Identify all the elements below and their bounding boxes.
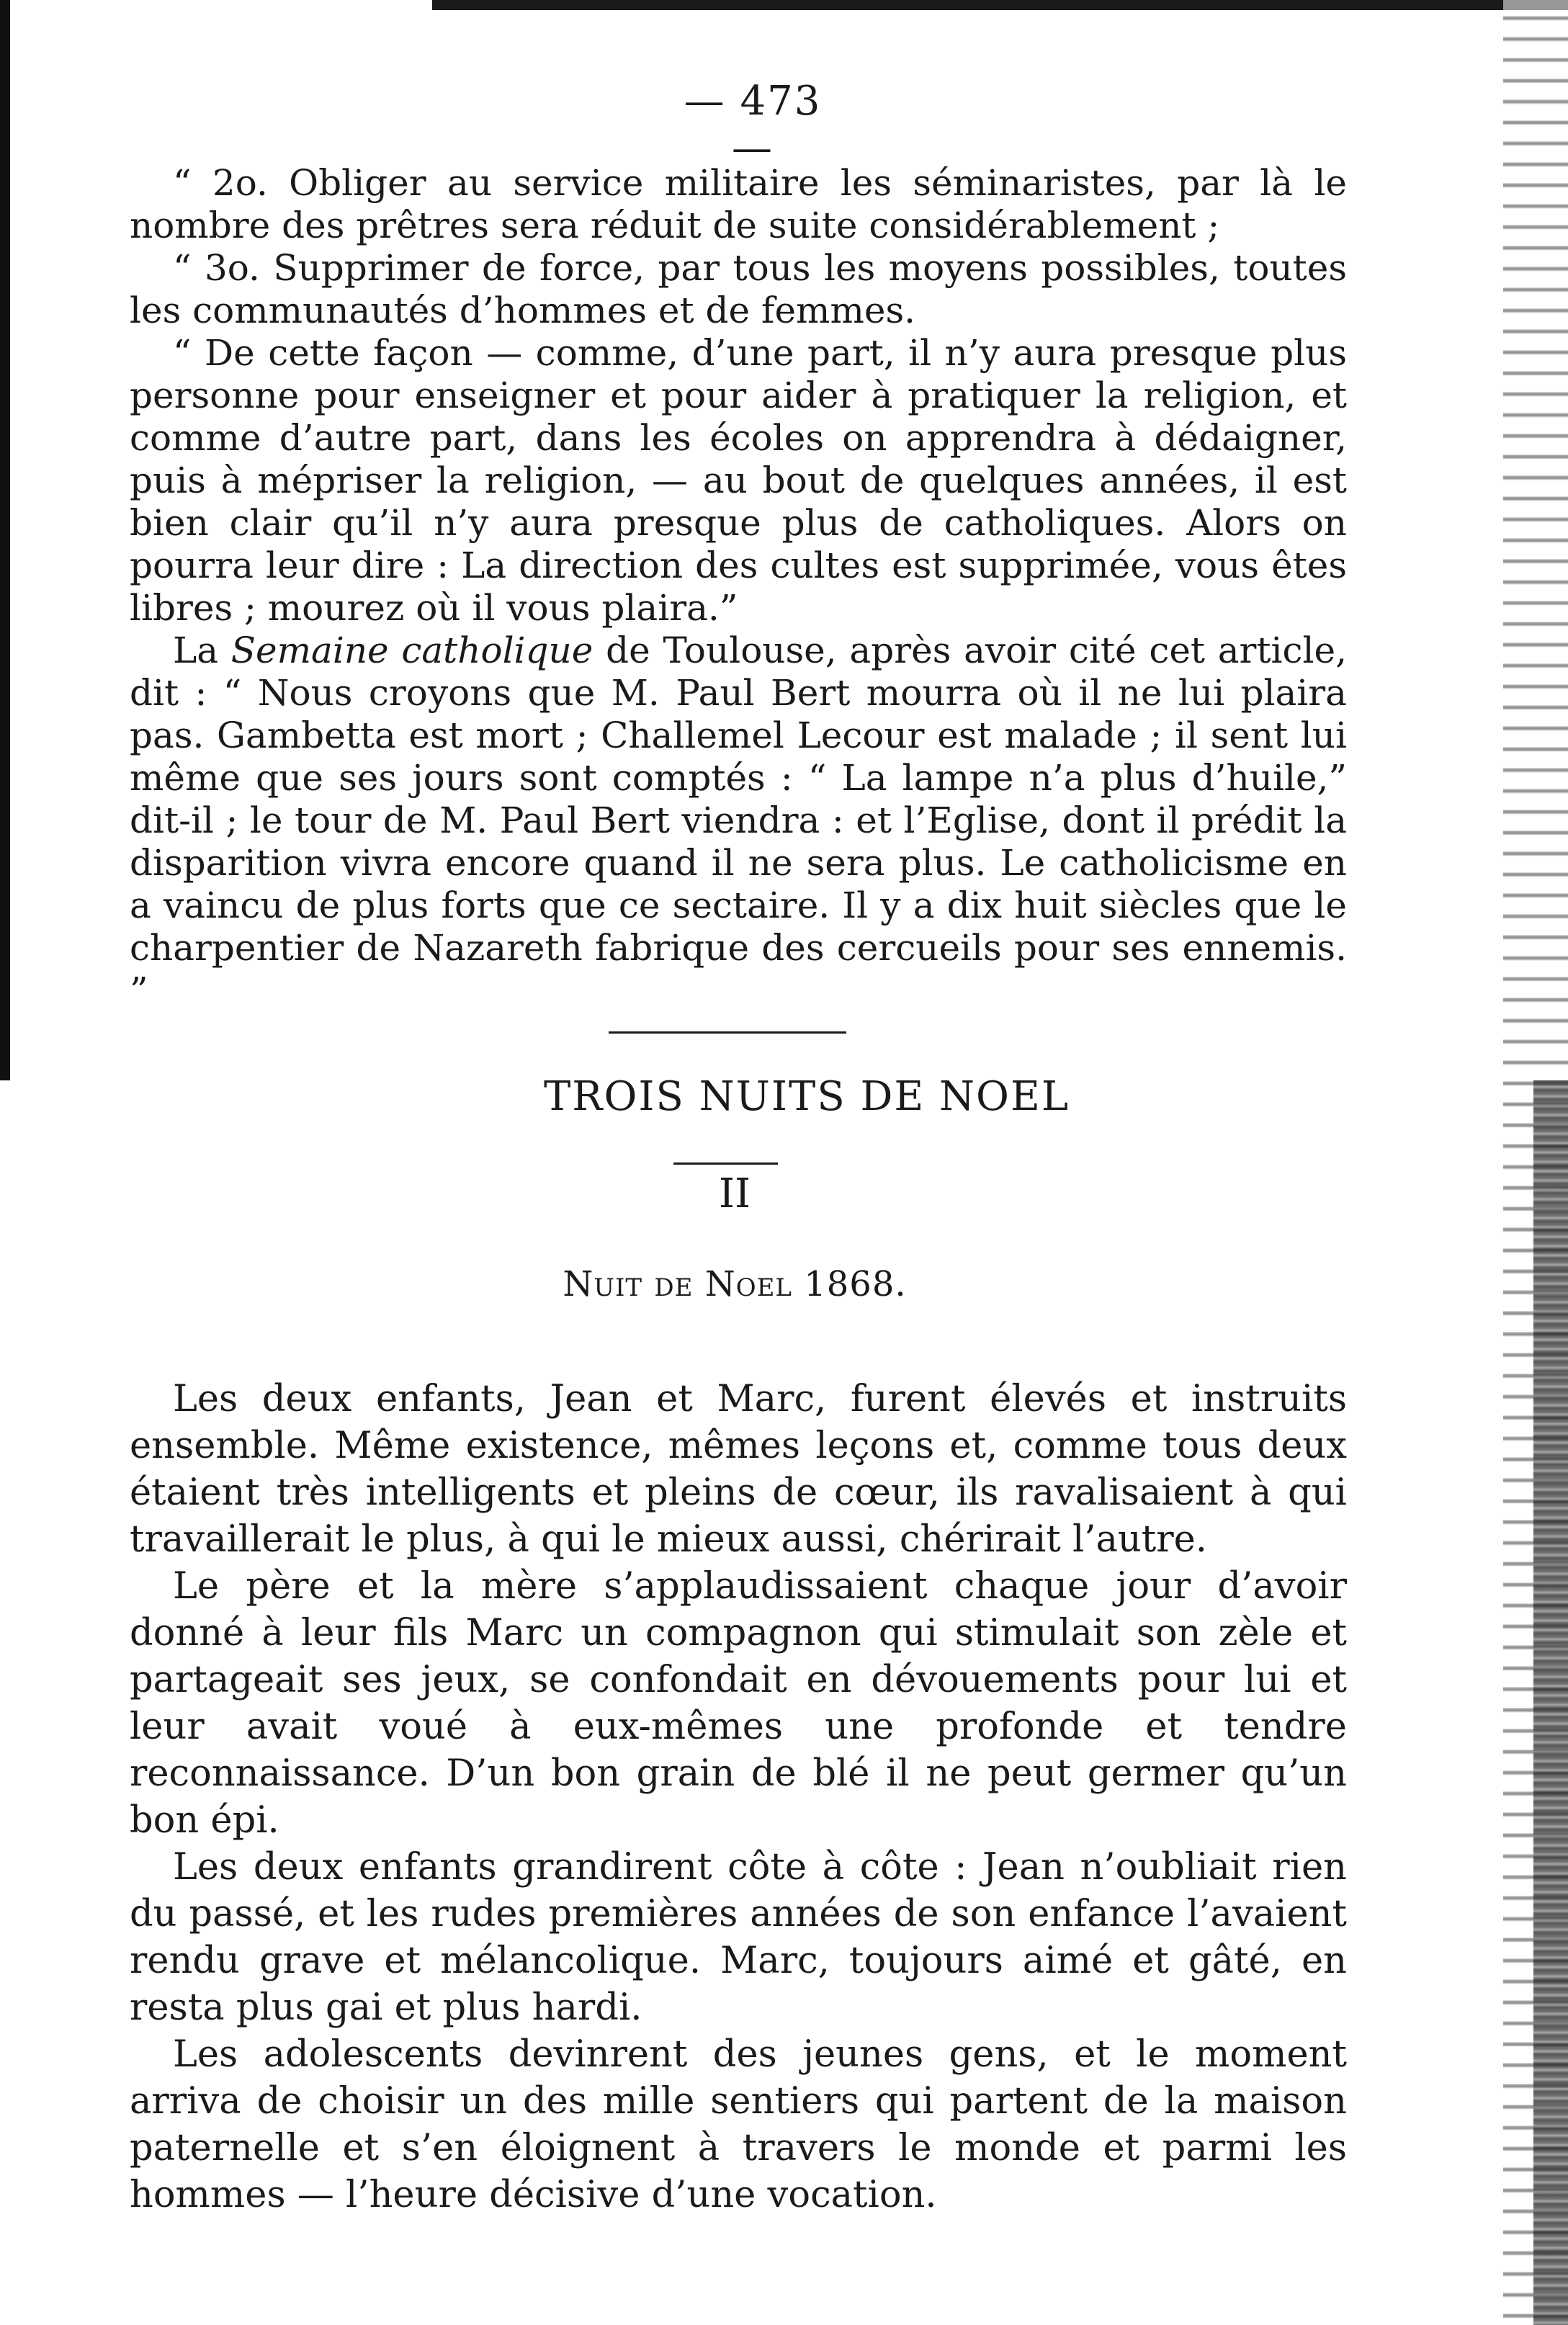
article-paragraph: “ 3o. Supprimer de force, par tous les moyens possibles, toutes les communautés d’hommes et de femmes.: [130, 247, 1347, 331]
page-number: — 473 —: [684, 78, 822, 171]
chapter-subtitle: Nuit de Noel 1868.: [563, 1264, 907, 1304]
article-closing-paragraph: [130, 630, 1347, 1012]
story-paragraph: Les deux enfants grandirent côte à côte : Jean n’oubliait rien du passé, et les rudes premières années de son enfance l’avaient rendu grave et mélancolique. Marc, toujours aimé et gâté, en resta plus gai et plus hardi.: [130, 1846, 1347, 2029]
story-paragraph: Les adolescents devinrent des jeunes gens, et le moment arriva de choisir un des mille sentiers qui partent de la maison paternelle et s’en éloignent à travers le monde et parmi les hommes — l’heure décisive d’une vocation.: [130, 2033, 1347, 2216]
story-paragraph: Les deux enfants, Jean et Marc, furent élevés et instruits ensemble. Même existence, mêmes leçons et, comme tous deux étaient très intelligents et pleins de cœur, ils ravalisaient à qui travaillerait le plus, à qui le mieux aussi, chérirait l’autre.: [130, 1378, 1347, 1561]
story-body: [130, 1376, 1347, 2218]
article-paragraph: “ 2o. Obliger au service militaire les séminaristes, par là le nombre des prêtres sera réduit de suite considérablement ;: [130, 162, 1347, 246]
title-divider: [673, 1162, 778, 1165]
story-paragraph: Le père et la mère s’applaudissaient chaque jour d’avoir donné à leur fils Marc un compagnon qui stimulait son zèle et partageait ses jeux, se confondait en dévouements pour lui et leur avait voué à eux-mêmes une profonde et tendre reconnaissance. D’un bon grain de blé il ne peut germer qu’un bon épi.: [130, 1565, 1347, 1842]
closing-text-start: La: [173, 630, 231, 671]
scan-left-edge: [0, 0, 10, 1080]
section-divider: [609, 1031, 846, 1034]
scan-right-edge-shadow: [1533, 1080, 1568, 2325]
chapter-number: II: [718, 1170, 751, 1217]
article-paragraph: “ De cette façon — comme, d’une part, il n’y aura presque plus personne pour enseigner et pour aider à pratiquer la religion, et comme d’autre part, dans les écoles on apprendra à dédaigner, puis à mépriser la religion, — au bout de quelques années, il est bien clair qu’il n’y aura presque plus de catholiques. Alors on pourra leur dire : La direction des cultes est supprimée, vous êtes libres ; mourez où il vous plaira.”: [130, 332, 1347, 629]
article-body: [130, 162, 1347, 1012]
scan-top-edge: [432, 0, 1568, 10]
closing-text-rest: de Toulouse, après avoir cité cet article, dit : “ Nous croyons que M. Paul Bert mourra où il ne lui plaira pas. Gambetta est mort ; Challemel Lecour est malade ; il sent lui même que ses jours sont comptés : “ La lampe n’a plus d’huile,” dit-il ; le tour de M. Paul Bert viendra : et l’Eglise, dont il prédit la disparition vivra encore quand il ne sera plus. Le catholicisme en a vaincu de plus forts que ce sectaire. Il y a dix huit siècles que le charpentier de Nazareth fabrique des cercueils pour ses ennemis. ”: [130, 630, 1348, 1011]
story-title: TROIS NUITS DE NOEL: [543, 1073, 1070, 1120]
newspaper-title: Semaine catholique: [230, 630, 593, 671]
